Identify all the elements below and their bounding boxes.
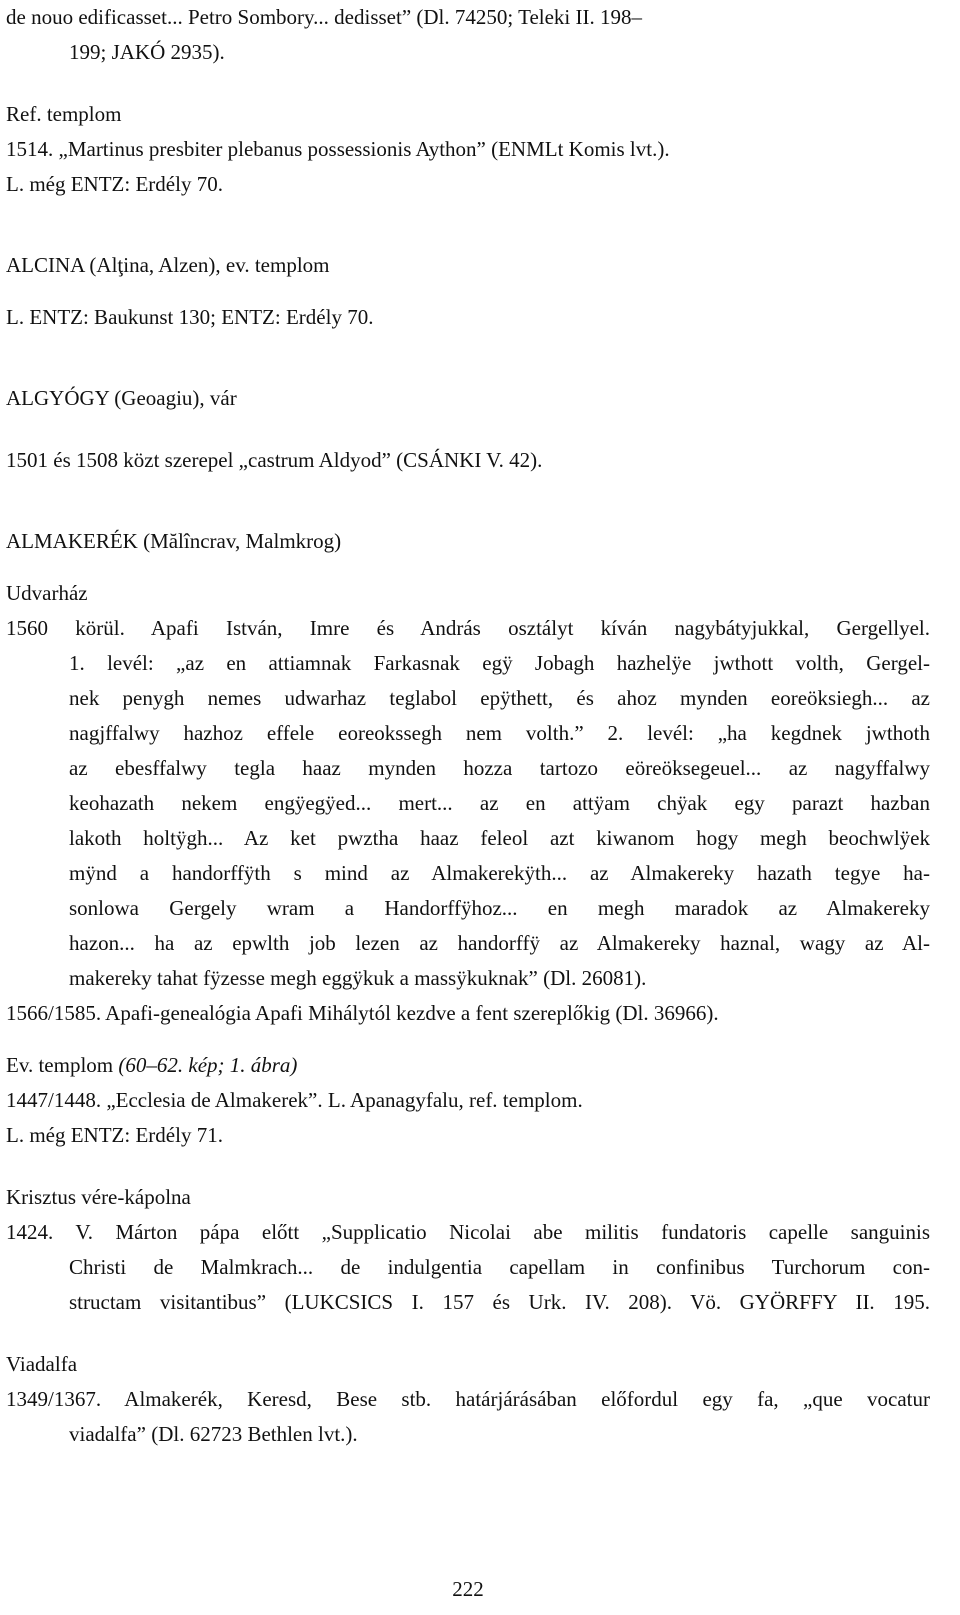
entry-heading: ALMAKERÉK (Mălîncrav, Malmkrog) [6, 529, 342, 553]
entry-heading: ALCINA (Alţina, Alzen), ev. templom [6, 253, 330, 277]
body-line: 1447/1448. „Ecclesia de Almakerek”. L. Apanagyfalu, ref. templom. [6, 1088, 583, 1112]
body-line: keohazath nekem engÿegÿed... mert... az en attÿam chÿak egy parazt hazban [69, 791, 930, 815]
body-line: makereky tahat fÿzesse megh eggÿkuk a massÿkuknak” (Dl. 26081). [69, 966, 647, 990]
body-line: 1349/1367. Almakerék, Keresd, Bese stb. határjárásában előfordul egy fa, „que vocatur [6, 1387, 930, 1411]
body-line: sonlowa Gergely wram a Handorffÿhoz... en megh maradok az Almakereky [69, 896, 930, 920]
body-line: 1501 és 1508 közt szerepel „castrum Aldyod” (CSÁNKI V. 42). [6, 448, 543, 472]
body-line: 199; JAKÓ 2935). [69, 40, 225, 64]
body-line: az ebesffalwy tegla haaz mynden hozza tartozo eöreöksegeuel... az nagyffalwy [69, 756, 930, 780]
body-line: hazon... ha az epwlth job lezen az handorffÿ az Almakereky haznal, wagy az Al- [69, 931, 930, 955]
body-line: L. még ENTZ: Erdély 70. [6, 172, 223, 196]
figure-reference: (60–62. kép; 1. ábra) [118, 1053, 298, 1077]
body-line: nagjffalwy hazhoz effele eoreokssegh nem volth.” 2. levél: „ha kegdnek jwthoth [69, 721, 930, 745]
body-line: L. ENTZ: Baukunst 130; ENTZ: Erdély 70. [6, 305, 374, 329]
body-line: 1424. V. Márton pápa előtt „Supplicatio Nicolai abe militis fundatoris capelle sanguinis [6, 1220, 930, 1244]
body-line: 1. levél: „az en attiamnak Farkasnak egÿ Jobagh hazhelÿe jwthott volth, Gergel- [69, 651, 930, 675]
body-line: 1566/1585. Apafi-genealógia Apafi Mihálytól kezdve a fent szereplőkig (Dl. 36966). [6, 1001, 719, 1025]
page-number: 222 [452, 1577, 484, 1601]
entry-heading: ALGYÓGY (Geoagiu), vár [6, 386, 237, 410]
body-line: mÿnd a handorffÿth s mind az Almakerekÿth... az Almakereky hazath tegye ha- [69, 861, 930, 885]
section-heading: Viadalfa [6, 1352, 78, 1376]
body-line: 1514. „Martinus presbiter plebanus possessionis Aython” (ENMLt Komis lvt.). [6, 137, 670, 161]
section-heading: Ref. templom [6, 102, 122, 126]
body-line: Christi de Malmkrach... de indulgentia capellam in confinibus Turchorum con- [69, 1255, 930, 1279]
section-heading: Krisztus vére-kápolna [6, 1185, 191, 1209]
section-heading: Udvarház [6, 581, 88, 605]
page-body [6, 0, 930, 1452]
body-line: 1560 körül. Apafi István, Imre és András osztályt kíván nagybátyjukkal, Gergellyel. [6, 616, 930, 640]
body-line: de nouo edificasset... Petro Sombory... dedisset” (Dl. 74250; Teleki II. 198– [6, 5, 642, 29]
body-line: structam visitantibus” (LUKCSICS I. 157 és Urk. IV. 208). Vö. GYÖRFFY II. 195. [69, 1290, 930, 1314]
body-line: viadalfa” (Dl. 62723 Bethlen lvt.). [69, 1422, 358, 1446]
section-heading [6, 1048, 930, 1083]
body-line: nek penygh nemes udwarhaz teglabol epÿthett, és ahoz mynden eoreöksiegh... az [69, 686, 930, 710]
section-heading-label: Ev. templom [6, 1053, 119, 1077]
body-line: lakoth holtÿgh... Az ket pwztha haaz feleol azt kiwanom hogy megh beochwlÿek [69, 826, 930, 850]
body-line: L. még ENTZ: Erdély 71. [6, 1123, 223, 1147]
